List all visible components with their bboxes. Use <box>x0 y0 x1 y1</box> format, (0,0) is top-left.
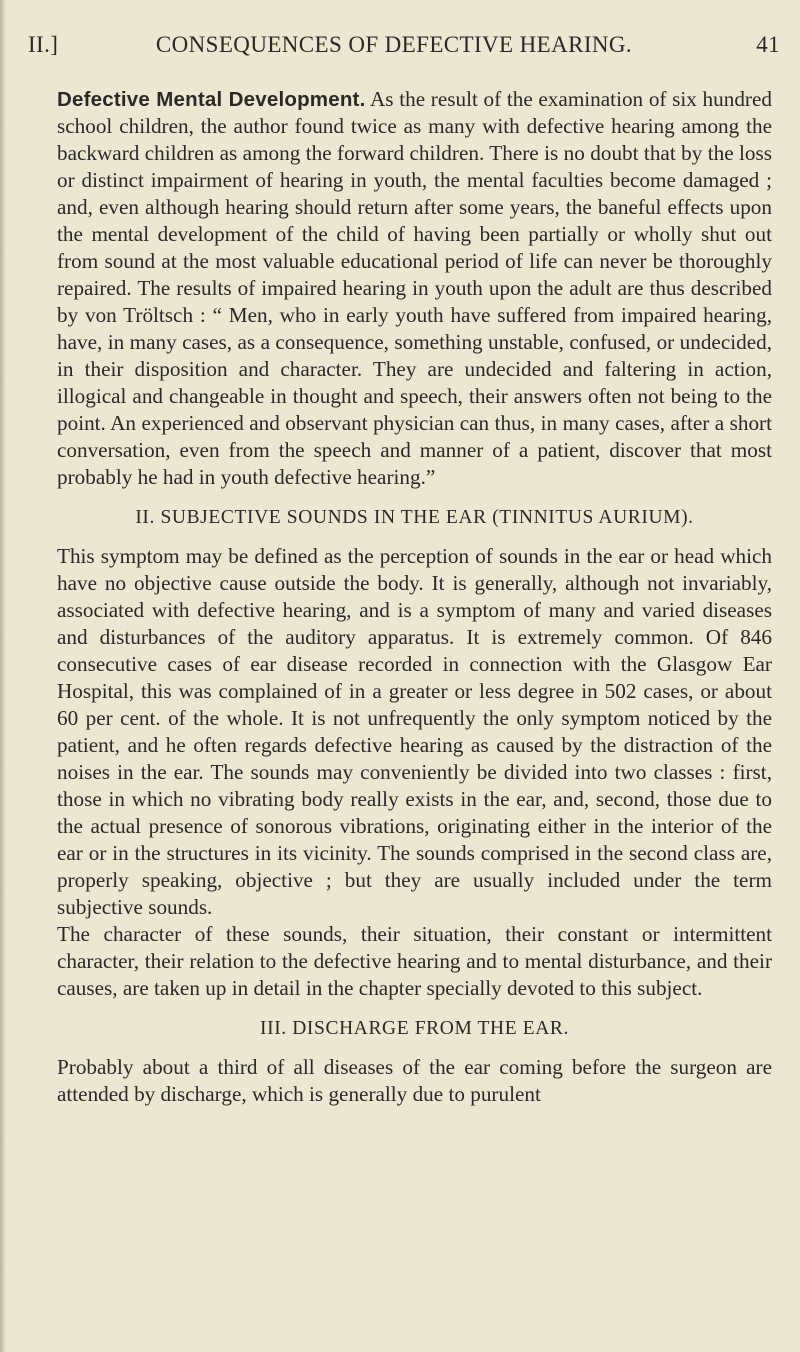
page-number: 41 <box>756 32 780 57</box>
running-title: CONSEQUENCES OF DEFECTIVE HEARING. <box>155 32 633 57</box>
run-in-heading: Defective Mental Development. <box>57 88 366 111</box>
section-heading-discharge: III. DISCHARGE FROM THE EAR. <box>260 1018 569 1039</box>
paragraph-tinnitus-definition: This symptom may be defined as the perception of sounds in the ear or head which have no objective cause outside the body. It is generally, although not invariably, associated with defective hearing, and is a symptom of many and varied diseases and disturbances of the auditory apparatus. It is extremely common. Of 846 consecutive cases of ear disease recorded in connection with the Glasgow Ear Hospital, this was complained of in a greater or less degree in 502 cases, or about 60 per cent. of the whole. It is not unfrequently the only symptom noticed by the patient, and he often regards defective hearing as caused by the distraction of the noises in the ear. The sounds may conveniently be divided into two classes : first, those in which no vibrating body really exists in the ear, and, second, those due to the actual presence of sonorous vibrations, originating either in the interior of the ear or in the structures in its vicinity. The sounds comprised in the second class are, properly speaking, objective ; but they are usually included under the term subjective sounds. <box>57 544 772 919</box>
paragraph-discharge: Probably about a third of all diseases of the ear coming before the surgeon are attended by discharge, which is generally due to purulent <box>57 1055 772 1106</box>
paragraph-defective-mental-development <box>57 86 772 491</box>
page-gutter-shadow <box>0 0 6 1352</box>
paragraph-tinnitus-character: The character of these sounds, their situation, their constant or intermittent character, their relation to the defective hearing and to mental disturbance, and their causes, are taken up in detail in the chapter specially devoted to this subject. <box>57 922 772 1000</box>
running-header <box>28 30 780 64</box>
body-text <box>57 86 772 1108</box>
section-heading-subjective-sounds: II. SUBJECTIVE SOUNDS IN THE EAR (TINNITUS AURIUM). <box>135 507 694 528</box>
chapter-marker: II.] <box>28 32 59 57</box>
paragraph-text: As the result of the examination of six hundred school children, the author found twice as many with defective hearing among the backward children as among the forward children. There is no doubt that by the loss or distinct impairment of hearing in youth, the mental faculties become damaged ; and, even although hearing should return after some years, the baneful effects upon the mental development of the child of having been partially or wholly shut out from sound at the most valuable educational period of life can never be thoroughly repaired. The results of impaired hearing in youth upon the adult are thus described by von Tröltsch : “ Men, who in early youth have suffered from impaired hearing, have, in many cases, as a consequence, something unstable, confused, or undecided, in their disposition and character. They are undecided and faltering in action, illogical and changeable in thought and speech, their answers often not being to the point. An experienced and observant physician can thus, in many cases, after a short conversation, even from the speech and manner of a patient, discover that most probably he had in youth defective hearing.” <box>57 87 772 489</box>
